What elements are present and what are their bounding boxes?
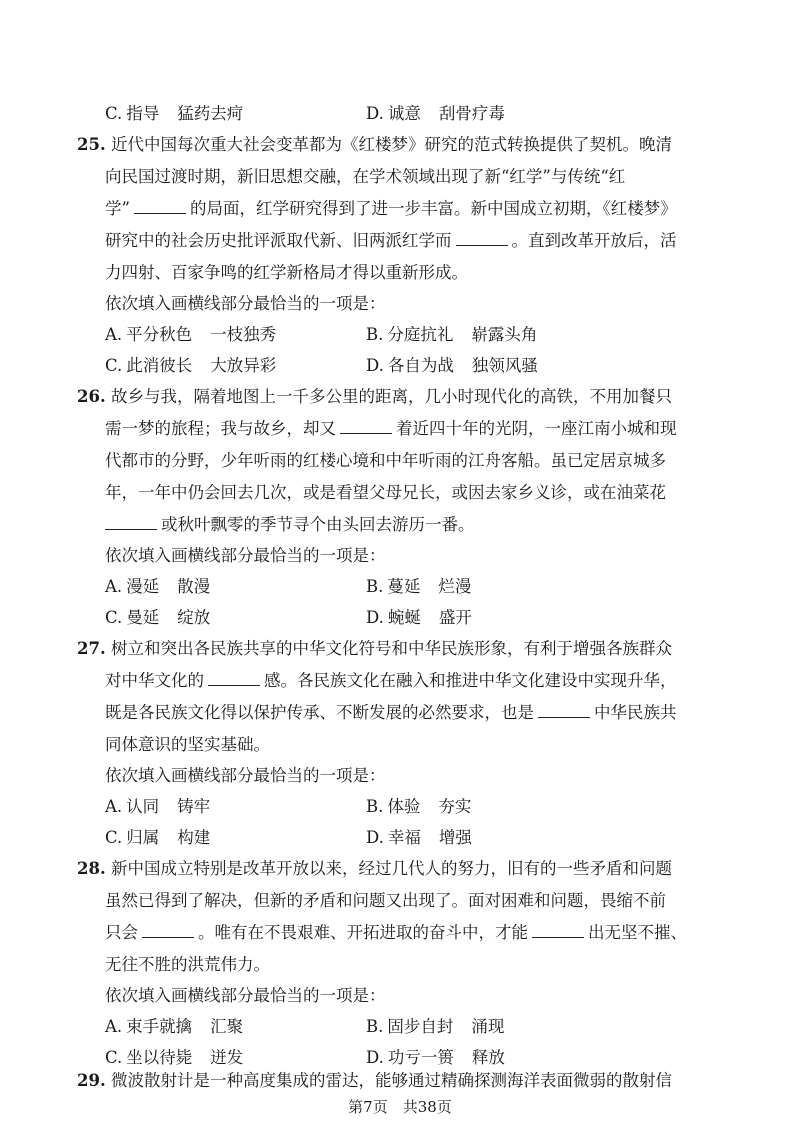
q28-option-c: C. 坐以待毙 迸发 bbox=[105, 1048, 244, 1067]
q28-option-b: B. 固步自封 涌现 bbox=[366, 1017, 505, 1036]
fill-blank bbox=[105, 515, 157, 530]
question-number: 28. bbox=[77, 859, 106, 878]
question-number: 29. bbox=[77, 1071, 106, 1090]
q27-line-4: 同体意识的坚实基础。 bbox=[105, 735, 270, 754]
q25-line-1: 25. 近代中国每次重大社会变革都为《红楼梦》研究的范式转换提供了契机。晚清 bbox=[77, 135, 672, 154]
fill-blank bbox=[208, 671, 260, 686]
top-option-d: D. 诚意 刮骨疗毒 bbox=[366, 104, 505, 123]
q28-prompt: 依次填入画横线部分最恰当的一项是： bbox=[105, 986, 386, 1005]
q26-option-d: D. 蜿蜒 盛开 bbox=[366, 608, 472, 627]
q27-prompt: 依次填入画横线部分最恰当的一项是： bbox=[105, 766, 386, 785]
fill-blank bbox=[532, 923, 584, 938]
q25-prompt: 依次填入画横线部分最恰当的一项是： bbox=[105, 294, 386, 313]
q27-option-c: C. 归属 构建 bbox=[105, 828, 211, 847]
q26-line-1: 26. 故乡与我，隔着地图上一千多公里的距离，几小时现代化的高铁，不用加餐只 bbox=[77, 387, 672, 406]
q27-line-2: 对中华文化的 感。各民族文化在融入和推进中华文化建设中实现升华， bbox=[105, 671, 677, 690]
q28-line-3: 只会 。唯有在不畏艰难、开拓进取的奋斗中，才能 出无坚不摧、 bbox=[105, 923, 687, 942]
q28-line-1: 28. 新中国成立特别是改革开放以来，经过几代人的努力，旧有的一些矛盾和问题 bbox=[77, 859, 672, 878]
q25-line-4: 研究中的社会历史批评派取代新、旧两派红学而 。直到改革开放后，活 bbox=[105, 231, 677, 250]
fill-blank bbox=[340, 419, 392, 434]
q25-option-c: C. 此消彼长 大放异彩 bbox=[105, 356, 277, 375]
q28-line-2: 虽然已得到了解决，但新的矛盾和问题又出现了。面对困难和问题，畏缩不前 bbox=[105, 891, 666, 910]
q27-line-1: 27. 树立和突出各民族共享的中华文化符号和中华民族形象，有利于增强各族群众 bbox=[77, 639, 672, 658]
question-number: 26. bbox=[77, 387, 106, 406]
q27-option-d: D. 幸福 增强 bbox=[366, 828, 472, 847]
q28-option-a: A. 束手就擒 汇聚 bbox=[105, 1017, 244, 1036]
q26-option-a: A. 漫延 散漫 bbox=[105, 577, 211, 596]
q26-prompt: 依次填入画横线部分最恰当的一项是： bbox=[105, 546, 386, 565]
fill-blank bbox=[456, 231, 508, 246]
q25-line-2: 向民国过渡时期，新旧思想交融，在学术领域出现了新“红学”与传统“红 bbox=[105, 167, 626, 186]
q25-option-a: A. 平分秋色 一枝独秀 bbox=[105, 325, 277, 344]
q25-option-b: B. 分庭抗礼 崭露头角 bbox=[366, 325, 538, 344]
page-footer: 第7页 共38页 bbox=[348, 1098, 452, 1116]
q25-line-3: 学” 的局面，红学研究得到了进一步丰富。新中国成立初期，《红楼梦》 bbox=[105, 199, 677, 218]
q28-line-4: 无往不胜的洪荒伟力。 bbox=[105, 955, 270, 974]
q26-line-3: 代都市的分野，少年听雨的红楼心境和中年听雨的江舟客船。虽已定居京城多 bbox=[105, 451, 666, 470]
question-number: 27. bbox=[77, 639, 106, 658]
q26-option-c: C. 曼延 绽放 bbox=[105, 608, 211, 627]
q27-line-3: 既是各民族文化得以保护传承、不断发展的必然要求，也是 中华民族共 bbox=[105, 703, 677, 722]
fill-blank bbox=[134, 199, 186, 214]
fill-blank bbox=[142, 923, 194, 938]
q28-option-d: D. 功亏一篑 释放 bbox=[366, 1048, 505, 1067]
q25-line-5: 力四射、百家争鸣的红学新格局才得以重新形成。 bbox=[105, 263, 468, 282]
q26-line-2: 需一梦的旅程；我与故乡，却又 着近四十年的光阴，一座江南小城和现 bbox=[105, 419, 677, 438]
q29-line-1: 29. 微波散射计是一种高度集成的雷达，能够通过精确探测海洋表面微弱的散射信 bbox=[77, 1071, 672, 1090]
fill-blank bbox=[538, 703, 590, 718]
q26-line-5: 或秋叶飘零的季节寻个由头回去游历一番。 bbox=[105, 514, 475, 536]
question-number: 25. bbox=[77, 135, 106, 154]
q27-option-a: A. 认同 铸牢 bbox=[105, 797, 211, 816]
q26-line-4: 年，一年中仍会回去几次，或是看望父母兄长，或因去家乡义诊，或在油菜花 bbox=[105, 483, 666, 502]
q25-option-d: D. 各自为战 独领风骚 bbox=[366, 356, 538, 375]
top-option-c: C. 指导 猛药去疴 bbox=[105, 104, 244, 123]
q27-option-b: B. 体验 夯实 bbox=[366, 797, 472, 816]
q26-option-b: B. 蔓延 烂漫 bbox=[366, 577, 472, 596]
